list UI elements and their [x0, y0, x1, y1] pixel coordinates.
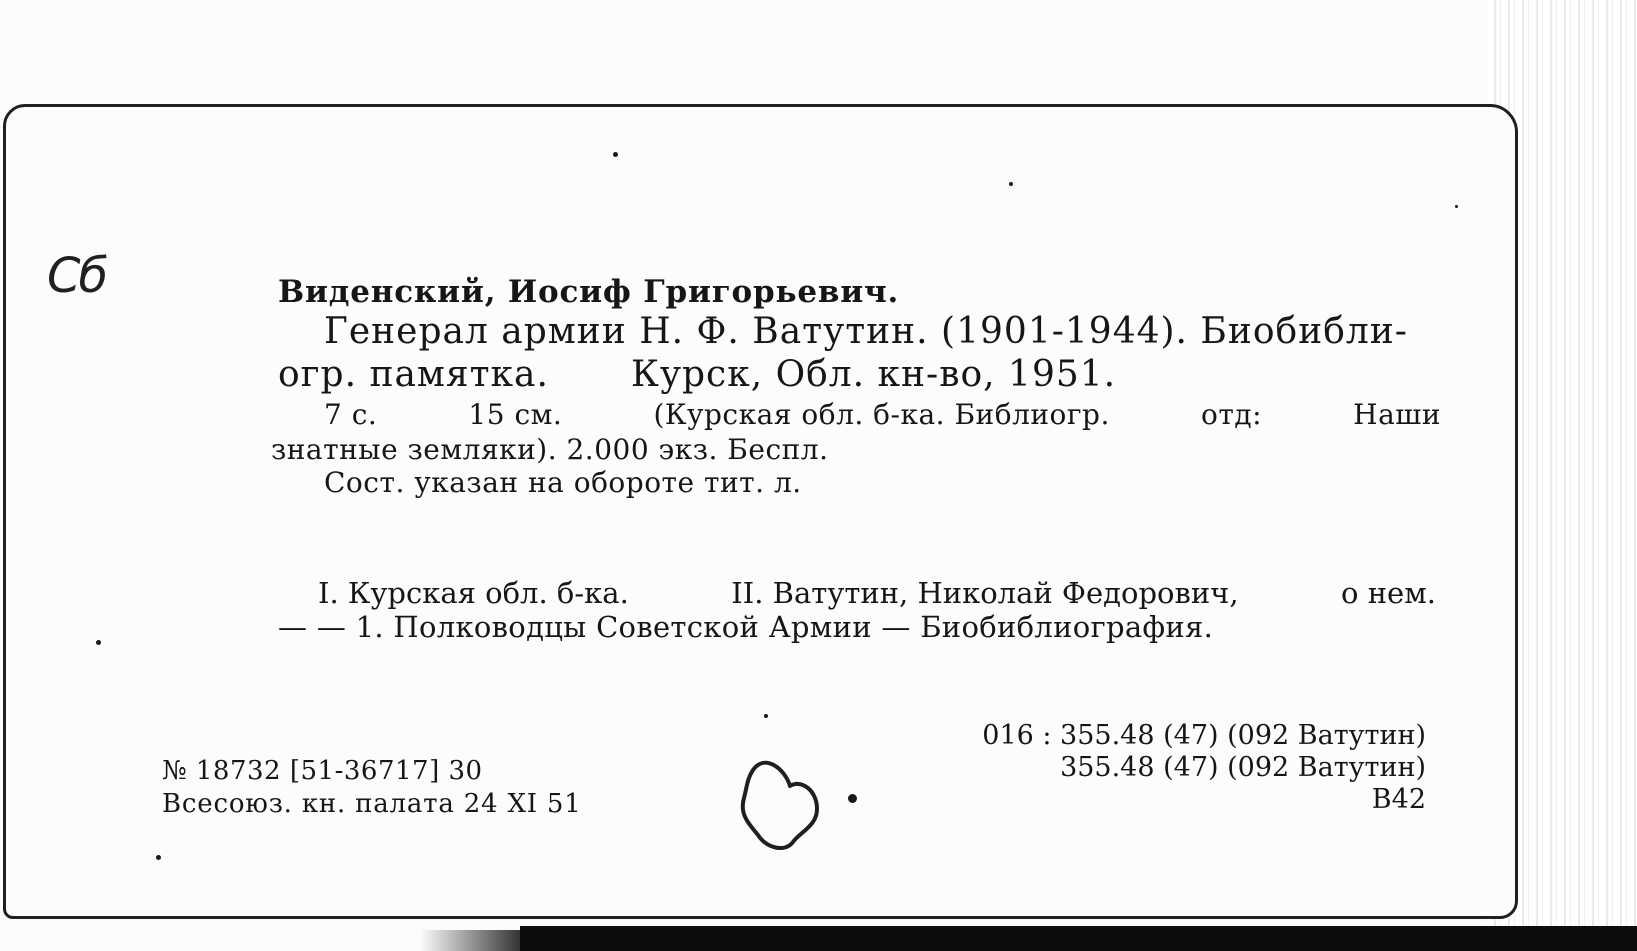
handwritten-mark: Сб	[47, 248, 107, 304]
department: отд:	[1201, 398, 1263, 431]
tracing-part-2: II. Ватутин, Николай Федорович,	[731, 576, 1239, 610]
collation-line	[324, 398, 1441, 431]
bottom-shadow-fade	[420, 930, 540, 951]
ink-stain	[735, 756, 823, 852]
tracing-part-3: о нем.	[1341, 576, 1436, 610]
speck	[764, 714, 768, 718]
classification-line-1: 016 : 355.48 (47) (092 Ватутин)	[982, 720, 1426, 751]
title-line-1: Генерал армии Н. Ф. Ватутин. (1901-1944). Биобибли-	[324, 311, 1408, 352]
title-line-2	[278, 354, 1116, 395]
classification-line-3: В42	[1371, 784, 1426, 815]
book-chamber-line: Всесоюз. кн. палата 24 XI 51	[162, 789, 582, 819]
speck	[848, 794, 857, 803]
speck	[1455, 205, 1458, 208]
classification-line-2: 355.48 (47) (092 Ватутин)	[1060, 752, 1426, 783]
tracing-line-1	[318, 576, 1436, 610]
card-number: № 18732 [51-36717] 30	[162, 756, 483, 786]
tracing-line-2: — — 1. Полководцы Советской Армии — Биобиблиография.	[278, 610, 1214, 644]
speck	[613, 152, 618, 157]
speck	[1009, 182, 1013, 186]
speck	[96, 640, 101, 645]
series-word: Наши	[1353, 398, 1441, 431]
author-heading: Виденский, Иосиф Григорьевич.	[278, 274, 900, 310]
series-line: знатные земляки). 2.000 экз. Беспл.	[271, 433, 829, 466]
publication-info: Курск, Обл. кн-во, 1951.	[630, 354, 1117, 395]
series-start: (Курская обл. б-ка. Библиогр.	[653, 398, 1110, 431]
compiler-note: Сост. указан на обороте тит. л.	[324, 466, 802, 499]
tracing-part-1: I. Курская обл. б-ка.	[318, 576, 629, 610]
speck	[156, 855, 161, 860]
bottom-shadow	[520, 926, 1637, 951]
title-line-2-start: огр. памятка.	[278, 354, 549, 395]
book-size: 15 см.	[468, 398, 563, 431]
pages-count: 7 с.	[324, 398, 378, 431]
